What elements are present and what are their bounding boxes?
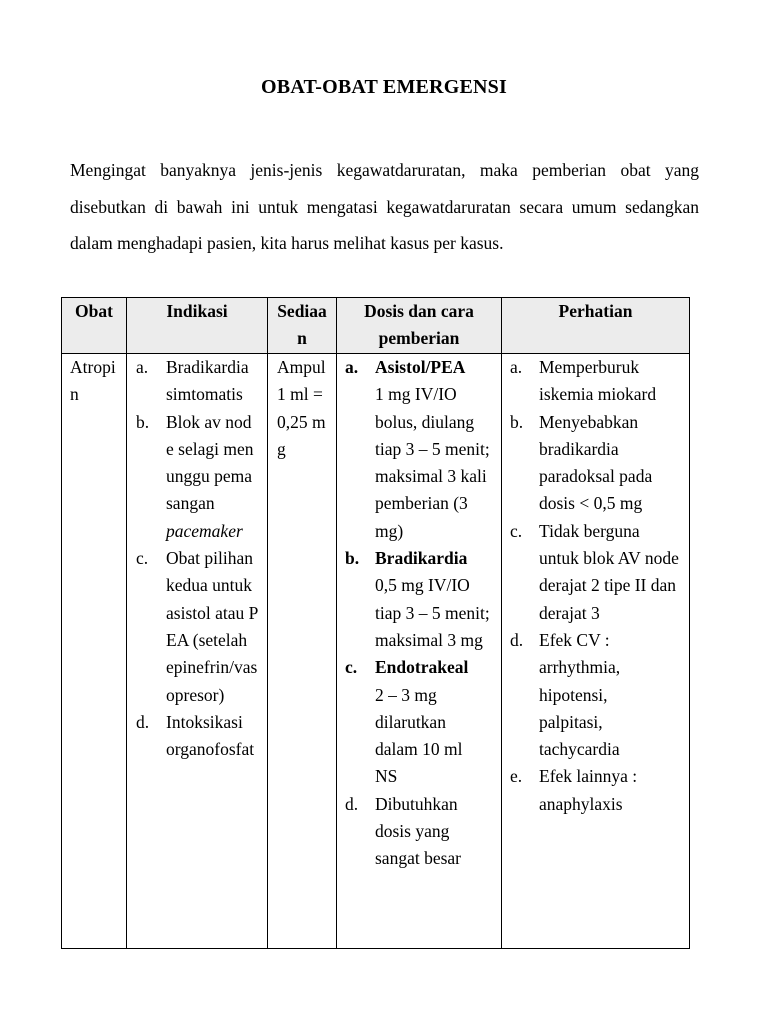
header-indikasi: Indikasi	[127, 298, 268, 354]
header-dosis: Dosis dan cara pemberian	[337, 298, 502, 354]
cell-indikasi	[127, 354, 268, 949]
perhatian-list	[502, 354, 689, 818]
table-header-row	[62, 298, 690, 354]
list-item: d. Efek CV : arrhythmia, hipotensi, palpitasi, tachycardia	[510, 629, 621, 760]
header-sediaan: Sediaan	[268, 298, 337, 354]
list-item: d. Dibutuhkan dosis yang sangat besar	[345, 793, 462, 869]
cell-perhatian	[502, 354, 690, 949]
list-item: d. Intoksikasi organofosfat	[136, 711, 255, 760]
list-item: a. Memperburuk iskemia miokard	[510, 357, 657, 405]
dosis-list	[337, 354, 501, 873]
list-item: a. Asistol/PEA 1 mg IV/IO bolus, diulang tiap 3 – 5 menit; maksimal 3 kali pemberian (3 mg)	[345, 357, 490, 541]
table-row	[62, 354, 690, 949]
list-item: c. Endotrakeal 2 – 3 mg dilarutkan dalam 10 ml NS	[345, 657, 469, 787]
drug-table	[61, 297, 690, 949]
cell-sediaan: Ampul 1 ml = 0,25 mg	[268, 354, 337, 949]
list-item: a. Bradikardia simtomatis	[136, 357, 249, 405]
header-perhatian: Perhatian	[502, 298, 690, 354]
intro-paragraph: Mengingat banyaknya jenis-jenis kegawatdaruratan, maka pemberian obat yang disebutkan di bawah ini untuk mengatasi kegawatdaruratan secara umum sedangkan dalam menghadapi pasien, kita harus melihat kasus per kasus.	[70, 160, 699, 253]
list-item: b. Blok av node selagi menunggu pemasangan pacemaker	[136, 411, 254, 541]
list-item: c. Obat pilihan kedua untuk asistol atau PEA (setelah epinefrin/vasopresor)	[136, 548, 259, 705]
list-item: c. Tidak berguna untuk blok AV node derajat 2 tipe II dan derajat 3	[510, 520, 679, 623]
list-item: b. Menyebabkan bradikardia paradoksal pada dosis < 0,5 mg	[510, 411, 653, 514]
cell-dosis	[337, 354, 502, 949]
header-obat: Obat	[62, 298, 127, 354]
cell-obat: Atropin	[62, 354, 127, 949]
list-item: e. Efek lainnya : anaphylaxis	[510, 766, 638, 814]
indikasi-list	[127, 354, 267, 763]
list-item: b. Bradikardia 0,5 mg IV/IO tiap 3 – 5 menit; maksimal 3 mg	[345, 548, 490, 650]
page-title: OBAT-OBAT EMERGENSI	[261, 76, 507, 98]
